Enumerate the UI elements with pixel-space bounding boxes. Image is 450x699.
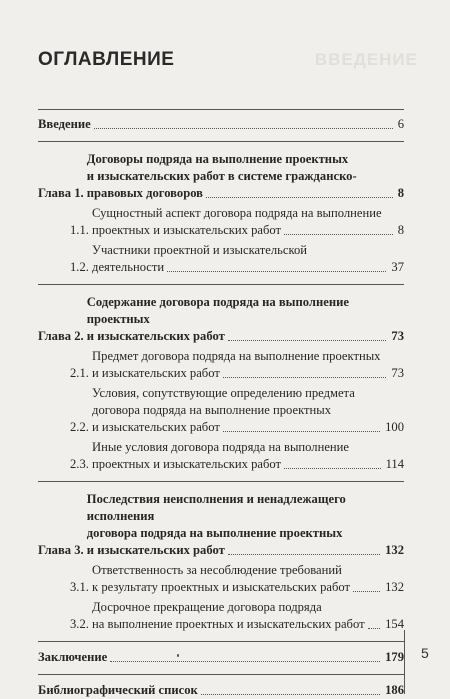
entry-title: Сущностный аспект договора подряда на выполнение: [92, 206, 382, 220]
entry-body: [87, 491, 404, 559]
page-ref: 8: [397, 223, 404, 237]
page-ref: 179: [385, 650, 404, 664]
page-ref: 132: [385, 543, 404, 557]
entry-last-line: [92, 259, 404, 276]
chapters: [38, 142, 404, 642]
entry-number: Глава 2.: [38, 329, 87, 343]
entry-title-end: и изыскательских работ: [92, 366, 220, 380]
entry-title-end: правовых договоров: [86, 186, 203, 200]
dot-leader: [223, 377, 387, 378]
entry-body: [92, 205, 404, 239]
entry-title: Условия, сопутствующие определению предмета договора подряда на выполнение проектных: [92, 386, 355, 417]
divider: [38, 109, 404, 110]
entry-text: [38, 649, 383, 666]
entry-title: Иные условия договора подряда на выполнение: [92, 440, 349, 454]
toc-entry-section: [38, 385, 404, 436]
entry-title-end: и изыскательских работ: [92, 420, 220, 434]
toc-entry-chapter: [38, 294, 404, 345]
dot-leader: [94, 128, 393, 129]
dot-leader: [284, 468, 381, 469]
dot-leader: [201, 694, 380, 695]
bleed-through-title: ВВЕДЕНИЕ: [314, 50, 418, 69]
dot-leader: [353, 591, 380, 592]
page-ref: 73: [391, 329, 404, 343]
entry-title: Библиографический список: [38, 683, 198, 697]
entry-title: Введение: [38, 117, 91, 131]
dot-leader: [223, 431, 380, 432]
dot-leader: [206, 197, 393, 198]
entry-number: 2.2.: [70, 420, 93, 434]
dot-leader: [167, 271, 386, 272]
page-ref: 37: [391, 260, 404, 274]
entry-number: Глава 1.: [38, 186, 87, 200]
toc-entry-section: [38, 242, 404, 276]
entry-last-line: [87, 185, 404, 202]
entry-number: 1.1.: [70, 223, 93, 237]
entry-last-line: [92, 222, 404, 239]
entry-number: 3.1.: [70, 580, 93, 594]
toc-entry-intro: [38, 116, 404, 133]
chapter-block: [38, 142, 404, 284]
page-ref: 6: [397, 117, 404, 131]
entry-title-end: и изыскательских работ: [86, 543, 225, 557]
entry-text: [38, 116, 396, 133]
dot-leader: [228, 554, 380, 555]
entry-last-line: [92, 419, 404, 436]
toc-entry-section: [38, 562, 404, 596]
print-speck: [177, 654, 179, 657]
entry-title: Договоры подряда на выполнение проектных и изыскательских работ в системе гражданско-: [86, 152, 357, 183]
entry-body: [92, 599, 404, 633]
entry-title: Заключение: [38, 650, 108, 664]
entry-text: [38, 682, 383, 699]
entry-title-end: к результату проектных и изыскательских работ: [92, 580, 351, 594]
entry-title-end: проектных и изыскательских работ: [92, 457, 282, 471]
entry-body: [92, 385, 404, 436]
entry-title: Участники проектной и изыскательской: [92, 243, 307, 257]
entry-title-end: проектных и изыскательских работ: [92, 223, 282, 237]
page-ref: 100: [385, 420, 404, 434]
entry-body: [87, 151, 404, 202]
entry-title-end: на выполнение проектных и изыскательских работ: [92, 617, 365, 631]
dot-leader: [228, 340, 387, 341]
divider: [38, 641, 404, 642]
entry-title: Содержание договора подряда на выполнение проектных: [86, 295, 349, 326]
toc-entry-section: [38, 205, 404, 239]
entry-title-end: деятельности: [92, 260, 165, 274]
chapter-block: [38, 285, 404, 481]
dot-leader: [110, 661, 380, 662]
entry-title: Последствия неисполнения и ненадлежащего исполнения договора подряда на выполнение проектных: [86, 492, 346, 540]
entry-last-line: [87, 328, 404, 345]
page-number: 5: [421, 645, 429, 661]
entry-last-line: [92, 456, 404, 473]
page-ref: 73: [391, 366, 404, 380]
entry-body: [92, 439, 404, 473]
entry-body: [92, 242, 404, 276]
toc-entry-section: [38, 348, 404, 382]
dot-leader: [284, 234, 393, 235]
entry-last-line: [92, 616, 404, 633]
page-ref: 114: [385, 457, 404, 471]
dot-leader: [368, 628, 381, 629]
entry-last-line: [87, 542, 404, 559]
page-ref: 8: [397, 186, 404, 200]
entry-body: [87, 294, 404, 345]
entry-number: 2.1.: [70, 366, 93, 380]
entry-body: [92, 348, 404, 382]
entry-number: Глава 3.: [38, 543, 87, 557]
toc-entry-chapter: [38, 151, 404, 202]
toc-entry-chapter: [38, 491, 404, 559]
entry-title: Ответственность за несоблюдение требований: [92, 563, 342, 577]
page-ref: 132: [385, 580, 404, 594]
entry-title: Предмет договора подряда на выполнение проектных: [92, 349, 381, 363]
entry-number: 3.2.: [70, 617, 93, 631]
page-ref: 154: [385, 617, 404, 631]
page-title: ОГЛАВЛЕНИЕ: [38, 49, 175, 70]
page-number-rule: [404, 630, 450, 694]
entry-body: [92, 562, 404, 596]
chapter-block: [38, 482, 404, 641]
entry-number: 2.3.: [70, 457, 93, 471]
toc-entry-bibliography: [38, 682, 404, 699]
table-of-contents: [38, 109, 404, 699]
entry-number: 1.2.: [70, 260, 93, 274]
entry-last-line: [92, 579, 404, 596]
entry-title: Досрочное прекращение договора подряда: [92, 600, 322, 614]
toc-entry-section: [38, 439, 404, 473]
divider: [38, 674, 404, 675]
toc-entry-section: [38, 599, 404, 633]
page-ref: 186: [385, 683, 404, 697]
toc-entry-conclusion: [38, 649, 404, 666]
entry-last-line: [92, 365, 404, 382]
entry-title-end: и изыскательских работ: [86, 329, 225, 343]
